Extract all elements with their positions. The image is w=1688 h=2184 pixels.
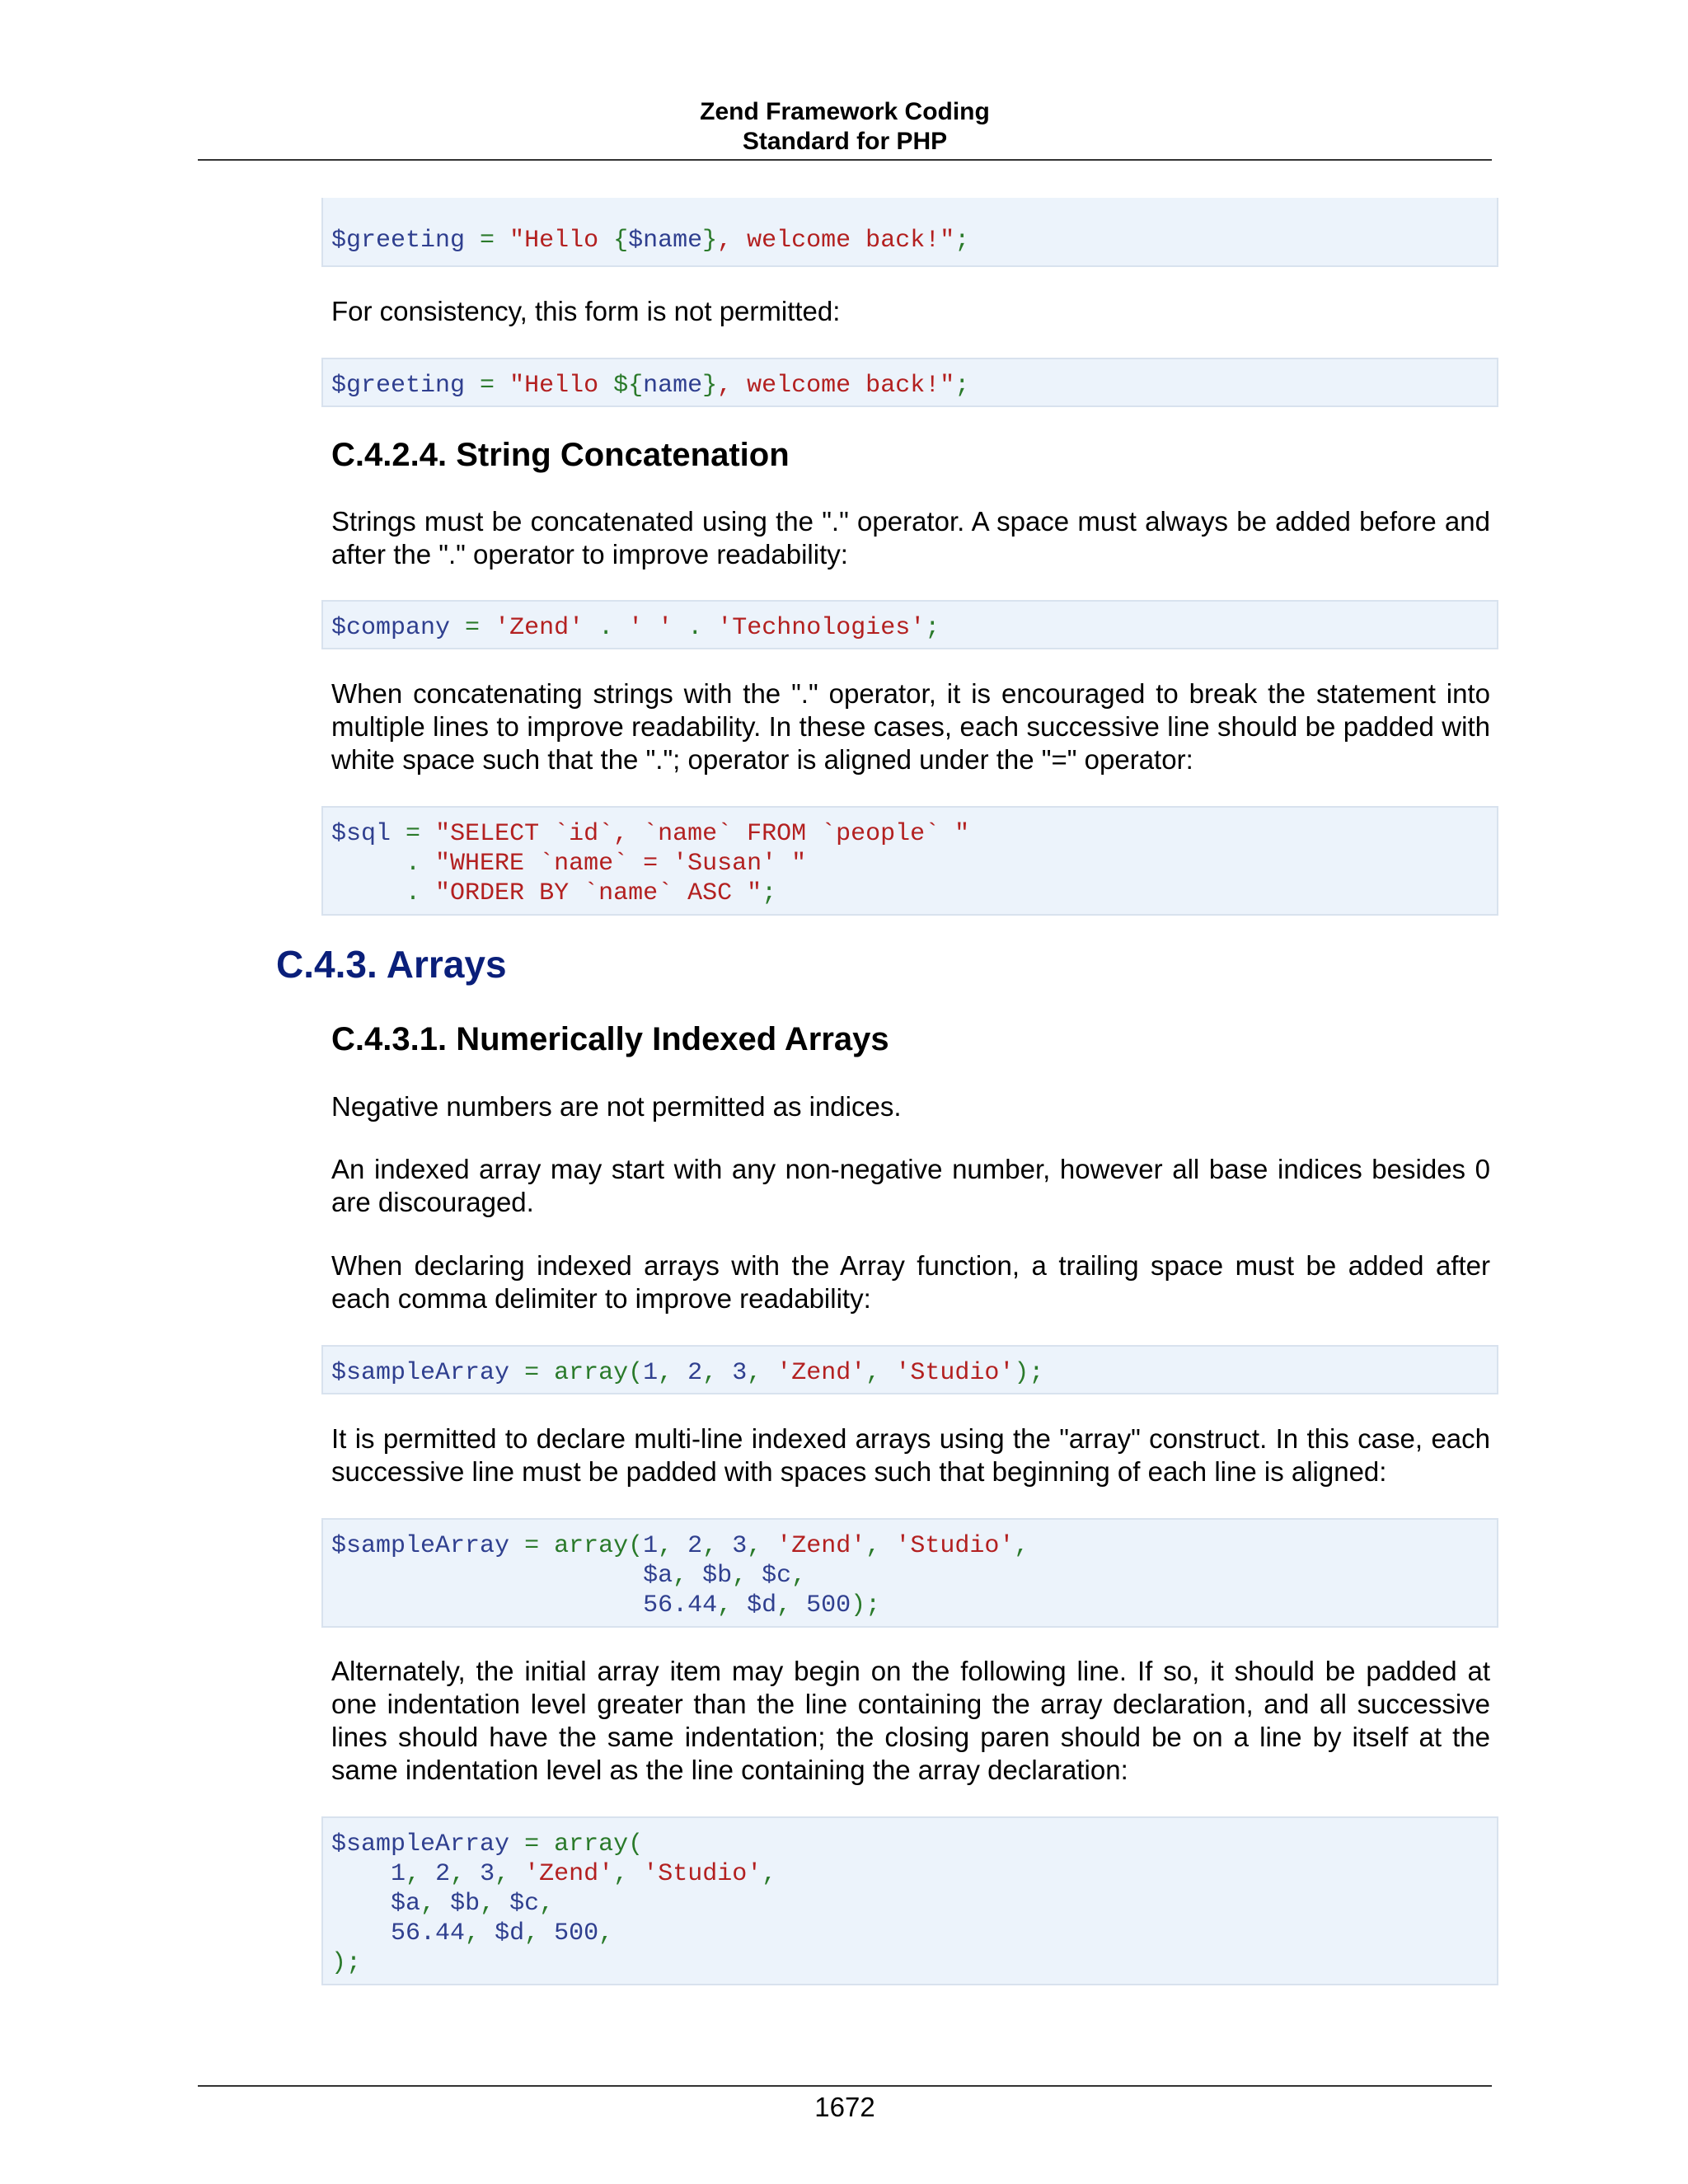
code-variable: $b <box>450 1890 481 1918</box>
code-variable: $sampleArray <box>331 1830 510 1858</box>
code-operator: { <box>613 227 629 255</box>
section-heading-arrays: C.4.3. Arrays <box>276 943 507 986</box>
code-operator: = <box>480 372 495 400</box>
code-operator: , <box>865 1359 881 1387</box>
code-variable: $sampleArray <box>331 1532 510 1560</box>
code-block-company <box>321 600 1498 649</box>
code-string: 'Zend' <box>776 1359 866 1387</box>
code-operator: ); <box>851 1591 881 1619</box>
code-operator: , <box>702 1359 718 1387</box>
code-block-sample-array-aligned <box>321 1518 1498 1628</box>
paragraph-alternate-array-layout: Alternately, the initial array item may begin on the following line. If so, it should be padded at one indentation level greater than the line containing the array declaration, and all successive lines should have the same indentation; the closing paren should be on a line by itself at the same indentation level as the line containing the array declaration: <box>331 1656 1490 1785</box>
code-variable: $b <box>702 1562 733 1590</box>
code-number: 1 <box>643 1359 659 1387</box>
code-operator: = <box>480 227 495 255</box>
code-operator: , <box>1014 1532 1029 1560</box>
code-variable: $sql <box>331 820 392 848</box>
code-operator: ; <box>925 614 940 642</box>
paragraph-consistency: For consistency, this form is not permitted: <box>331 296 841 326</box>
code-variable: $company <box>331 614 451 642</box>
code-string: 'Zend' <box>495 614 584 642</box>
code-string: "ORDER BY `name` ASC " <box>435 879 762 907</box>
paragraph-multiline-arrays: It is permitted to declare multi-line indexed arrays using the "array" construct. In this case, each successive line must be padded with spaces such that beginning of each line is aligned: <box>331 1423 1490 1487</box>
code-operator: ); <box>331 1949 362 1977</box>
code-block-sql <box>321 806 1498 916</box>
code-string: "SELECT `id`, `name` FROM `people` " <box>435 820 970 848</box>
code-variable: $sampleArray <box>331 1359 510 1387</box>
code-variable: $c <box>509 1890 540 1918</box>
code-operator: = <box>406 820 421 848</box>
code-operator: , <box>732 1562 748 1590</box>
code-number: 2 <box>687 1359 703 1387</box>
code-operator: , <box>702 1532 718 1560</box>
code-variable: $a <box>391 1890 421 1918</box>
code-operator: , <box>524 1919 540 1947</box>
code-variable: $c <box>762 1562 792 1590</box>
code-operator: . <box>406 879 421 907</box>
code-number: 3 <box>732 1359 748 1387</box>
code-number: 2 <box>687 1532 703 1560</box>
code-number: 1 <box>643 1532 659 1560</box>
code-string: 'Studio' <box>895 1532 1015 1560</box>
code-operator: , <box>717 1591 733 1619</box>
page-number: 1672 <box>814 2092 875 2122</box>
code-block-sample-array-single <box>321 1345 1498 1394</box>
code-string: "WHERE `name` = 'Susan' " <box>435 850 807 878</box>
code-block-sample-array-indented <box>321 1816 1498 1985</box>
code-variable: $a <box>643 1562 673 1590</box>
code-operator: = <box>524 1532 540 1560</box>
code-operator: = <box>524 1359 540 1387</box>
code-operator: , <box>613 1860 629 1888</box>
code-string: 'Zend' <box>524 1860 614 1888</box>
code-string: 'Studio' <box>895 1359 1015 1387</box>
code-operator: . <box>406 850 421 878</box>
code-function: array( <box>554 1532 644 1560</box>
code-number: 56.44 <box>643 1591 718 1619</box>
header-title-line1: Zend Framework Coding <box>700 98 990 125</box>
code-operator: ${ <box>613 372 644 400</box>
code-string: "Hello <box>509 227 614 255</box>
code-operator: = <box>465 614 481 642</box>
code-operator: , <box>406 1860 421 1888</box>
code-number: 500 <box>554 1919 599 1947</box>
footer-divider <box>198 2085 1492 2087</box>
code-operator: , <box>776 1591 792 1619</box>
paragraph-concat-operator: Strings must be concatenated using the "." operator. A space must always be added before and after the "." operator to improve readability: <box>331 506 1490 569</box>
code-operator: , <box>658 1532 673 1560</box>
code-operator: , <box>420 1890 436 1918</box>
code-operator: , <box>762 1860 777 1888</box>
code-operator: , <box>450 1860 466 1888</box>
code-block-greeting-allowed <box>321 198 1498 267</box>
code-operator: = <box>524 1830 540 1858</box>
code-operator: , <box>747 1532 762 1560</box>
code-operator: , <box>480 1890 495 1918</box>
code-operator: } <box>702 227 718 255</box>
code-operator: , <box>495 1860 510 1888</box>
code-variable: $d <box>495 1919 525 1947</box>
code-block-greeting-forbidden <box>321 358 1498 407</box>
code-variable: $name <box>628 227 703 255</box>
code-function: array( <box>554 1359 644 1387</box>
code-operator: , <box>673 1562 688 1590</box>
section-heading-numerically-indexed-arrays: C.4.3.1. Numerically Indexed Arrays <box>331 1021 889 1057</box>
code-string: 'Technologies' <box>717 614 926 642</box>
code-string: ' ' <box>628 614 673 642</box>
section-heading-string-concatenation: C.4.2.4. String Concatenation <box>331 437 790 473</box>
code-operator: ; <box>762 879 777 907</box>
code-string: , welcome back!" <box>717 372 955 400</box>
code-operator: , <box>539 1890 555 1918</box>
header-title-line2: Standard for PHP <box>742 128 948 155</box>
code-operator: ; <box>954 227 970 255</box>
code-variable: $d <box>747 1591 777 1619</box>
code-operator: , <box>865 1532 881 1560</box>
code-number: 1 <box>391 1860 406 1888</box>
code-operator: . <box>598 614 614 642</box>
code-operator: , <box>747 1359 762 1387</box>
code-operator: , <box>791 1562 807 1590</box>
code-operator: , <box>658 1359 673 1387</box>
code-operator: } <box>702 372 718 400</box>
code-variable: name <box>643 372 703 400</box>
code-number: 2 <box>435 1860 451 1888</box>
code-operator: ; <box>954 372 970 400</box>
paragraph-negative-indices: Negative numbers are not permitted as indices. <box>331 1091 902 1122</box>
code-string: 'Zend' <box>776 1532 866 1560</box>
code-operator: ); <box>1014 1359 1044 1387</box>
paragraph-base-indices: An indexed array may start with any non-negative number, however all base indices besides 0 are discouraged. <box>331 1154 1490 1217</box>
code-variable: $greeting <box>331 227 466 255</box>
code-variable: $greeting <box>331 372 466 400</box>
code-number: 56.44 <box>391 1919 466 1947</box>
code-number: 3 <box>480 1860 495 1888</box>
code-operator: , <box>465 1919 481 1947</box>
code-number: 3 <box>732 1532 748 1560</box>
code-string: "Hello <box>509 372 614 400</box>
code-string: , welcome back!" <box>717 227 955 255</box>
code-string: 'Studio' <box>643 1860 762 1888</box>
code-operator: . <box>687 614 703 642</box>
code-number: 500 <box>806 1591 851 1619</box>
code-operator: , <box>598 1919 614 1947</box>
paragraph-trailing-space: When declaring indexed arrays with the Array function, a trailing space must be added after each comma delimiter to improve readability: <box>331 1250 1490 1314</box>
code-function: array( <box>554 1830 644 1858</box>
paragraph-multiline-concat: When concatenating strings with the "." operator, it is encouraged to break the statement into multiple lines to improve readability. In these cases, each successive line should be padded with white space such that the "."; operator is aligned under the "=" operator: <box>331 678 1490 775</box>
